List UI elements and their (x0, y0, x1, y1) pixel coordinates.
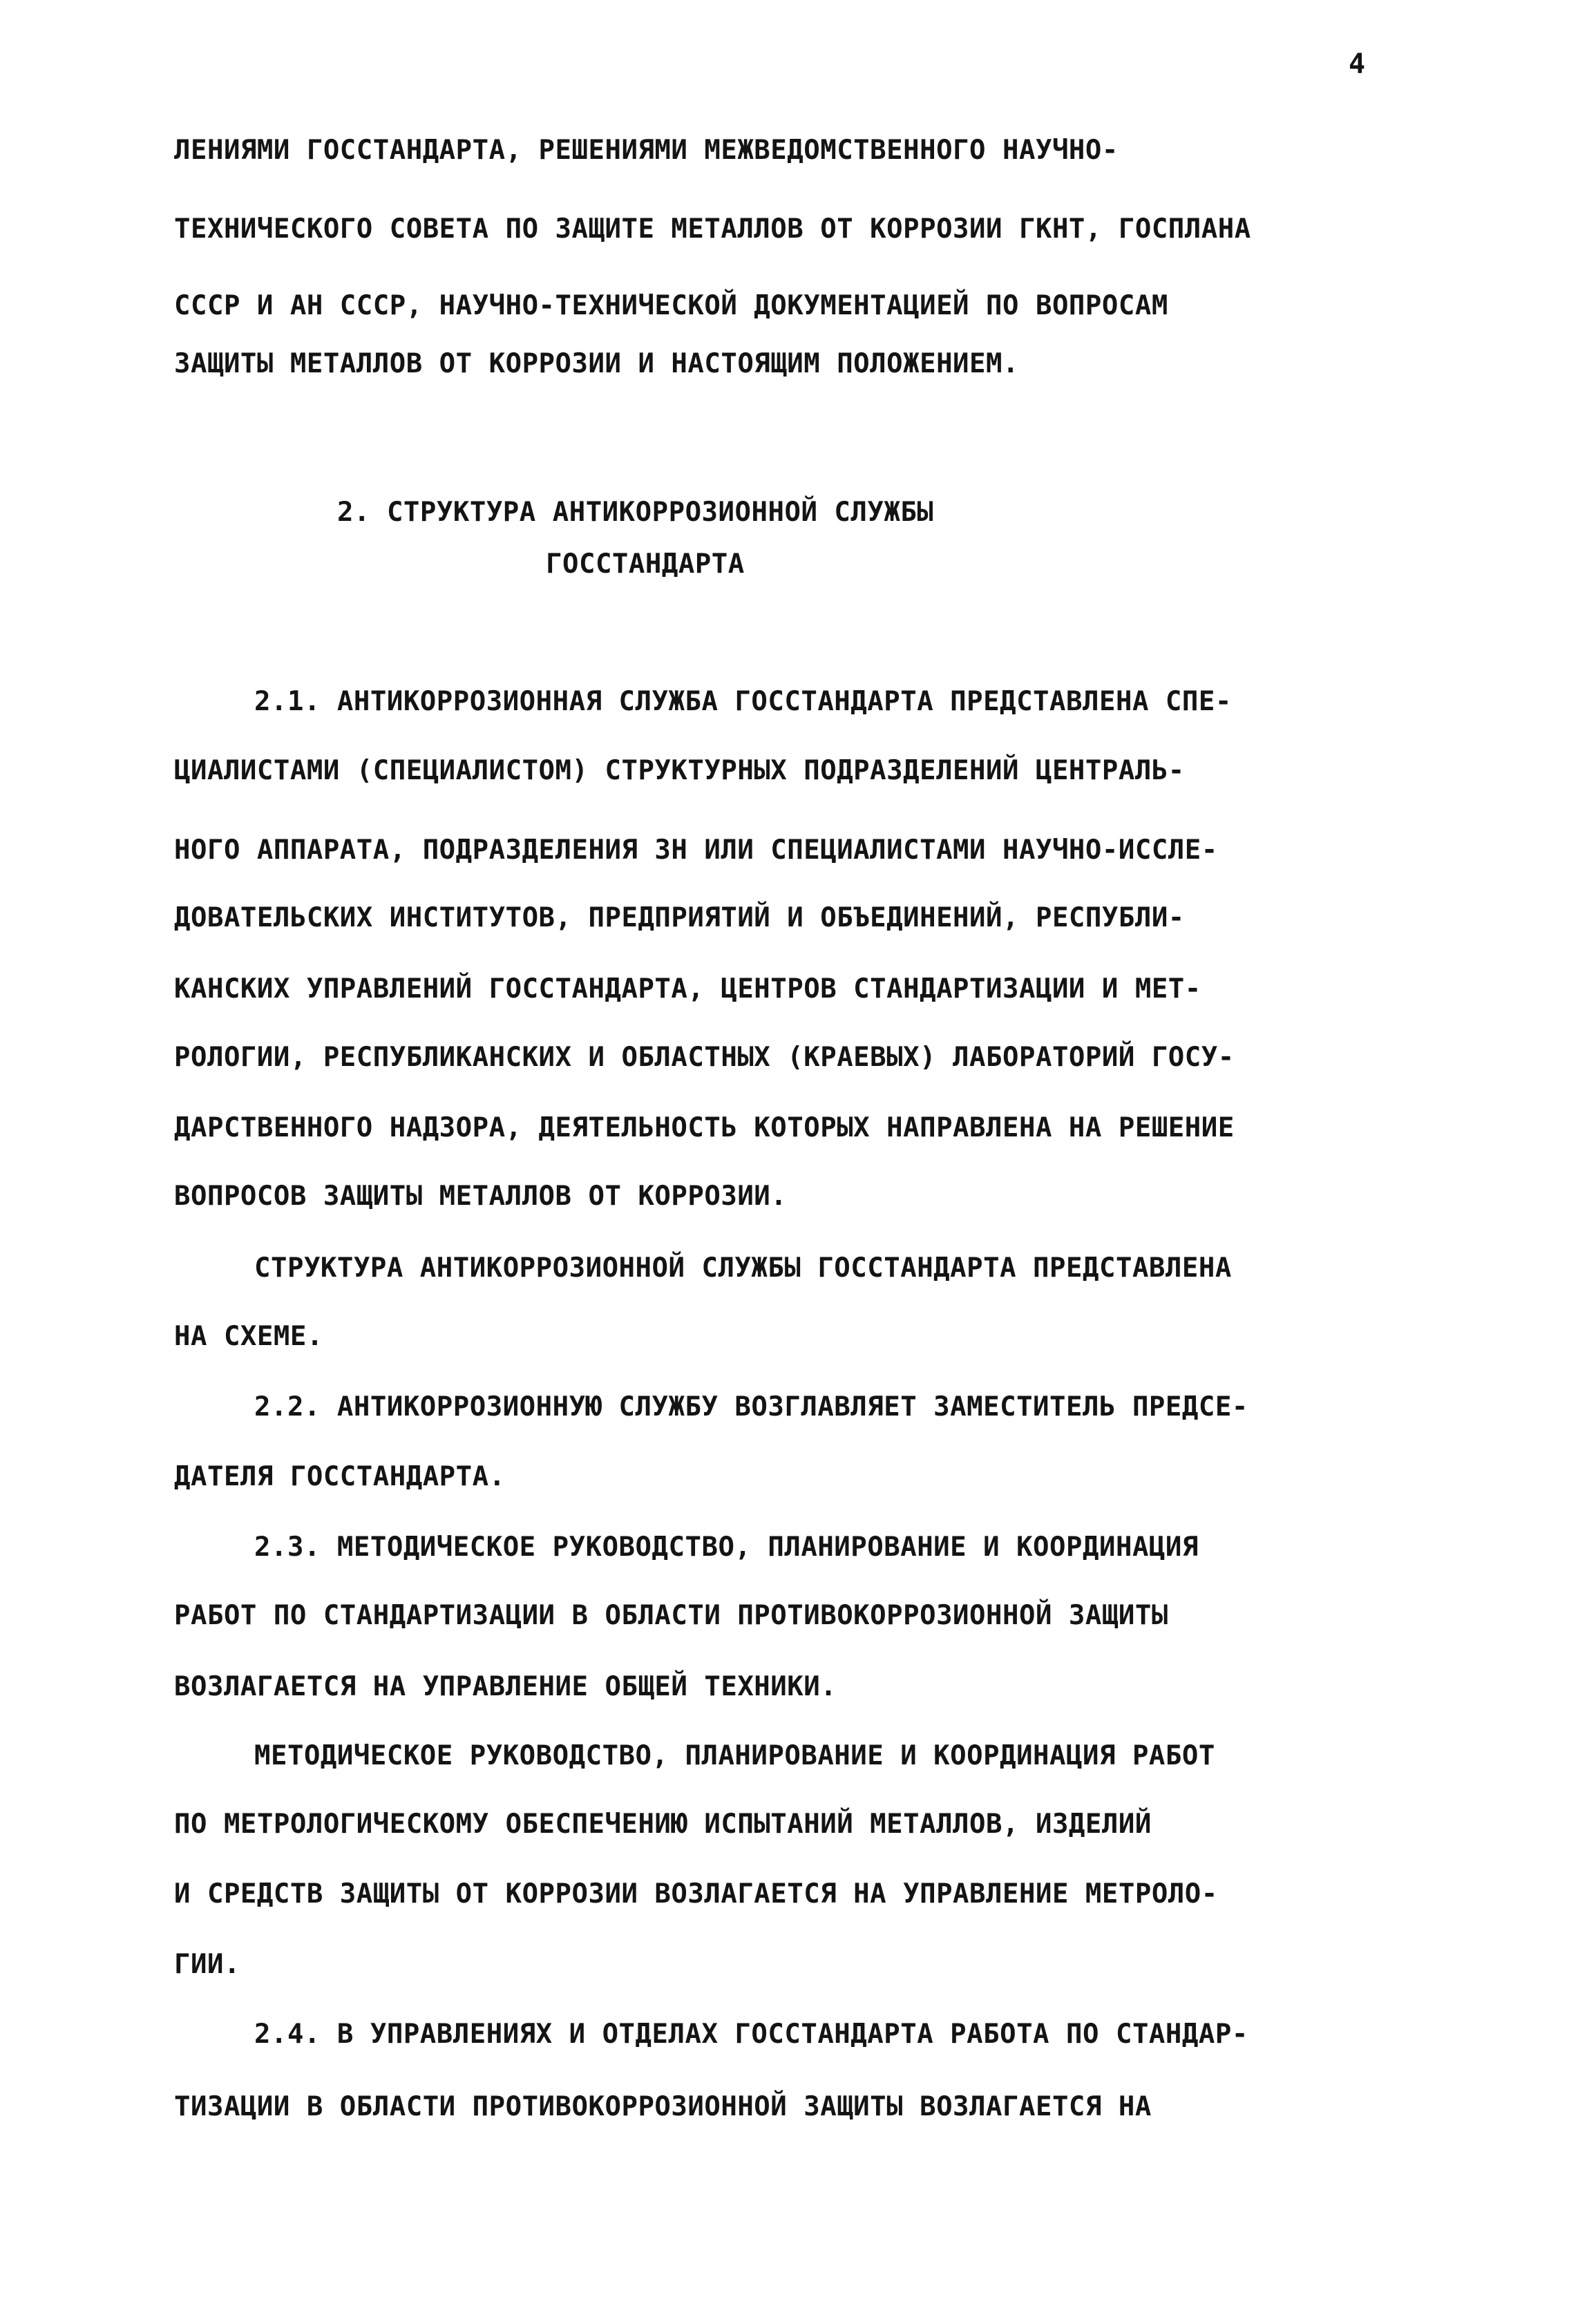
text-line: ГИИ. (174, 1949, 240, 1980)
text-line: НА СХЕМЕ. (174, 1321, 323, 1352)
text-line: КАНСКИХ УПРАВЛЕНИЙ ГОССТАНДАРТА, ЦЕНТРОВ СТАНДАРТИЗАЦИИ И МЕТ- (174, 973, 1201, 1004)
text-line: НОГО АППАРАТА, ПОДРАЗДЕЛЕНИЯ ЗН ИЛИ СПЕЦИАЛИСТАМИ НАУЧНО-ИССЛЕ- (174, 835, 1218, 866)
text-line: ТИЗАЦИИ В ОБЛАСТИ ПРОТИВОКОРРОЗИОННОЙ ЗАЩИТЫ ВОЗЛАГАЕТСЯ НА (174, 2091, 1152, 2122)
text-line: ВОЗЛАГАЕТСЯ НА УПРАВЛЕНИЕ ОБЩЕЙ ТЕХНИКИ. (174, 1671, 837, 1702)
text-line: ЛЕНИЯМИ ГОССТАНДАРТА, РЕШЕНИЯМИ МЕЖВЕДОМСТВЕННОГО НАУЧНО- (174, 135, 1119, 166)
text-line: ПО МЕТРОЛОГИЧЕСКОМУ ОБЕСПЕЧЕНИЮ ИСПЫТАНИЙ МЕТАЛЛОВ, ИЗДЕЛИЙ (174, 1809, 1152, 1840)
text-line: РАБОТ ПО СТАНДАРТИЗАЦИИ В ОБЛАСТИ ПРОТИВОКОРРОЗИОННОЙ ЗАЩИТЫ (174, 1600, 1168, 1631)
text-line: СССР И АН СССР, НАУЧНО-ТЕХНИЧЕСКОЙ ДОКУМЕНТАЦИЕЙ ПО ВОПРОСАМ (174, 290, 1168, 321)
page-number: 4 (1349, 48, 1366, 80)
text-line: ТЕХНИЧЕСКОГО СОВЕТА ПО ЗАЩИТЕ МЕТАЛЛОВ ОТ КОРРОЗИИ ГКНТ, ГОСПЛАНА (174, 213, 1251, 245)
text-line: ДОВАТЕЛЬСКИХ ИНСТИТУТОВ, ПРЕДПРИЯТИЙ И ОБЪЕДИНЕНИЙ, РЕСПУБЛИ- (174, 902, 1185, 933)
text-line: ЦИАЛИСТАМИ (СПЕЦИАЛИСТОМ) СТРУКТУРНЫХ ПОДРАЗДЕЛЕНИЙ ЦЕНТРАЛЬ- (174, 755, 1185, 786)
text-line: 2.3. МЕТОДИЧЕСКОЕ РУКОВОДСТВО, ПЛАНИРОВАНИЕ И КООРДИНАЦИЯ (254, 1532, 1199, 1563)
text-line: РОЛОГИИ, РЕСПУБЛИКАНСКИХ И ОБЛАСТНЫХ (КРАЕВЫХ) ЛАБОРАТОРИЙ ГОСУ- (174, 1042, 1235, 1073)
text-line: ДАТЕЛЯ ГОССТАНДАРТА. (174, 1461, 506, 1492)
text-line: ЗАЩИТЫ МЕТАЛЛОВ ОТ КОРРОЗИИ И НАСТОЯЩИМ ПОЛОЖЕНИЕМ. (174, 348, 1019, 379)
text-line: И СРЕДСТВ ЗАЩИТЫ ОТ КОРРОЗИИ ВОЗЛАГАЕТСЯ НА УПРАВЛЕНИЕ МЕТРОЛО- (174, 1878, 1218, 1909)
section-heading-line-1: 2. СТРУКТУРА АНТИКОРРОЗИОННОЙ СЛУЖБЫ (337, 497, 934, 528)
text-line: 2.1. АНТИКОРРОЗИОННАЯ СЛУЖБА ГОССТАНДАРТА ПРЕДСТАВЛЕНА СПЕ- (254, 686, 1232, 717)
section-heading-line-2: ГОССТАНДАРТА (546, 549, 745, 580)
text-line: СТРУКТУРА АНТИКОРРОЗИОННОЙ СЛУЖБЫ ГОССТАНДАРТА ПРЕДСТАВЛЕНА (254, 1253, 1232, 1284)
text-line: ВОПРОСОВ ЗАЩИТЫ МЕТАЛЛОВ ОТ КОРРОЗИИ. (174, 1181, 788, 1212)
text-line: ДАРСТВЕННОГО НАДЗОРА, ДЕЯТЕЛЬНОСТЬ КОТОРЫХ НАПРАВЛЕНА НА РЕШЕНИЕ (174, 1112, 1235, 1143)
text-line: 2.2. АНТИКОРРОЗИОННУЮ СЛУЖБУ ВОЗГЛАВЛЯЕТ ЗАМЕСТИТЕЛЬ ПРЕДСЕ- (254, 1391, 1248, 1422)
text-line: 2.4. В УПРАВЛЕНИЯХ И ОТДЕЛАХ ГОССТАНДАРТА РАБОТА ПО СТАНДАР- (254, 2019, 1248, 2050)
text-line: МЕТОДИЧЕСКОЕ РУКОВОДСТВО, ПЛАНИРОВАНИЕ И КООРДИНАЦИЯ РАБОТ (254, 1740, 1215, 1771)
